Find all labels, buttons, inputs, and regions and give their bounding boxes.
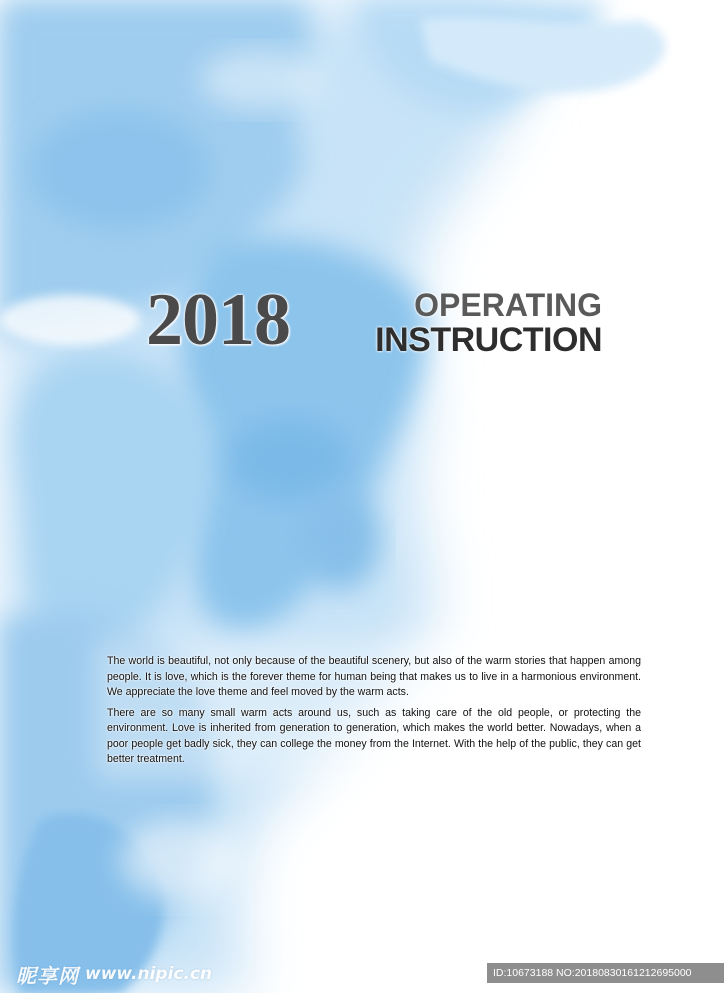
body-paragraph-1: The world is beautiful, not only because of the beautiful scenery, but also of the warm stories that happen among people. It is love, which is the forever theme for human being that makes us to live in a harmonious environment. We appreciate the love theme and feel moved by the warm acts. bbox=[107, 655, 641, 698]
cover-title bbox=[375, 288, 602, 358]
body-text bbox=[107, 654, 641, 773]
watermark-logo bbox=[16, 960, 212, 988]
watermark-id-bar: ID:10673188 NO:20180830161212695000 bbox=[487, 963, 724, 983]
body-paragraph-2: There are so many small warm acts around us, such as taking care of the old people, or protecting the environment. Love is inherited from generation to generation, which makes the world better. Nowadays, when a poor people get badly sick, they can college the money from the Internet. With the help of the public, they can get better treatment. bbox=[107, 706, 641, 765]
cover-year: 2018 bbox=[146, 279, 290, 361]
watermark-logo-text: 昵享网 bbox=[16, 963, 79, 988]
cover-title-line-1: OPERATING bbox=[414, 287, 602, 323]
watermark-url: www.nipic.cn bbox=[85, 964, 213, 984]
cover-title-line-2: INSTRUCTION bbox=[375, 321, 602, 359]
